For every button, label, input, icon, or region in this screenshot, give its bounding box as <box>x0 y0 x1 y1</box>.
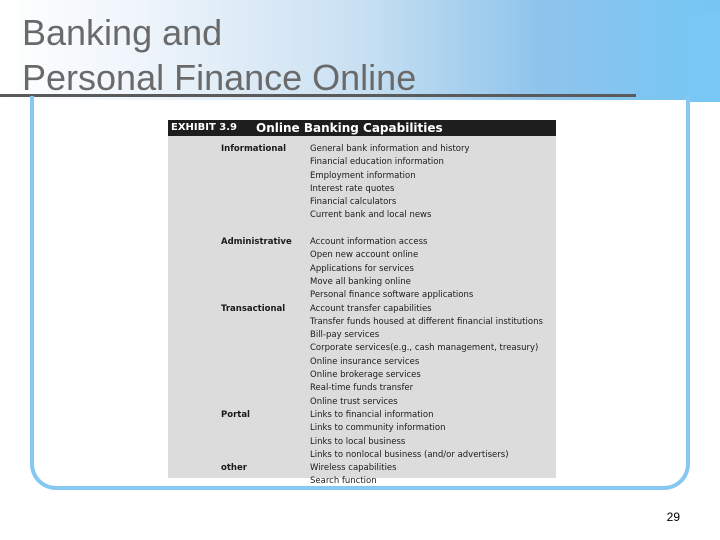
row-capability: Bill-pay services <box>310 330 380 341</box>
table-row <box>168 422 556 435</box>
table-row <box>168 276 556 289</box>
table-row <box>168 329 556 342</box>
table-row <box>168 249 556 262</box>
row-capability: Current bank and local news <box>310 210 432 221</box>
row-category: Portal <box>221 409 250 420</box>
table-row <box>168 462 556 475</box>
table-row <box>168 223 556 236</box>
row-category: other <box>221 463 247 474</box>
table-row <box>168 449 556 462</box>
table-row <box>168 209 556 222</box>
row-capability: Applications for services <box>310 263 414 274</box>
exhibit-number: EXHIBIT 3.9 <box>171 122 237 133</box>
row-capability: Financial calculators <box>310 197 397 208</box>
row-capability: Move all banking online <box>310 276 411 287</box>
row-capability: Search function <box>310 476 377 487</box>
row-capability: Real-time funds transfer <box>310 383 414 394</box>
table-row <box>168 303 556 316</box>
banner-accent-bar <box>687 10 720 102</box>
table-row <box>168 156 556 169</box>
row-capability: Interest rate quotes <box>310 183 395 194</box>
table-row <box>168 369 556 382</box>
table-row <box>168 409 556 422</box>
table-row <box>168 170 556 183</box>
table-row <box>168 143 556 156</box>
table-row <box>168 289 556 302</box>
row-capability: Online trust services <box>310 396 398 407</box>
table-row <box>168 316 556 329</box>
table-row <box>168 183 556 196</box>
slide-title-line-2: Personal Finance Online <box>22 57 417 98</box>
exhibit-rows <box>168 143 556 489</box>
row-capability: Links to financial information <box>310 409 434 420</box>
exhibit-table <box>168 120 556 487</box>
exhibit-title: Online Banking Capabilities <box>256 121 443 135</box>
row-capability: General bank information and history <box>310 144 470 154</box>
row-capability: Open new account online <box>310 250 419 261</box>
table-row <box>168 342 556 355</box>
row-category: Informational <box>221 144 287 154</box>
row-capability: Links to local business <box>310 436 406 447</box>
exhibit-header <box>168 120 556 136</box>
row-capability: Account information access <box>310 237 428 248</box>
slide-title <box>22 10 622 100</box>
page-number: 29 <box>666 510 680 524</box>
row-capability: Online insurance services <box>310 356 420 367</box>
row-category: Transactional <box>221 303 286 314</box>
table-row <box>168 436 556 449</box>
row-capability: Links to nonlocal business (and/or advertisers) <box>310 449 509 460</box>
table-row <box>168 236 556 249</box>
table-row <box>168 475 556 488</box>
row-capability: Personal finance software applications <box>310 290 474 301</box>
table-row <box>168 356 556 369</box>
row-capability: Financial education information <box>310 157 444 168</box>
row-capability: Employment information <box>310 170 416 181</box>
row-capability: Wireless capabilities <box>310 463 397 474</box>
table-row <box>168 382 556 395</box>
table-row <box>168 263 556 276</box>
table-row <box>168 196 556 209</box>
row-capability: Transfer funds housed at different financial institutions <box>310 316 543 327</box>
table-row <box>168 396 556 409</box>
row-capability: Corporate services(e.g., cash management, treasury) <box>310 343 539 354</box>
row-capability: Online brokerage services <box>310 370 421 381</box>
slide-title-line-1: Banking and <box>22 12 223 53</box>
row-category: Administrative <box>221 237 292 248</box>
row-capability: Links to community information <box>310 423 446 434</box>
row-capability: Account transfer capabilities <box>310 303 432 314</box>
